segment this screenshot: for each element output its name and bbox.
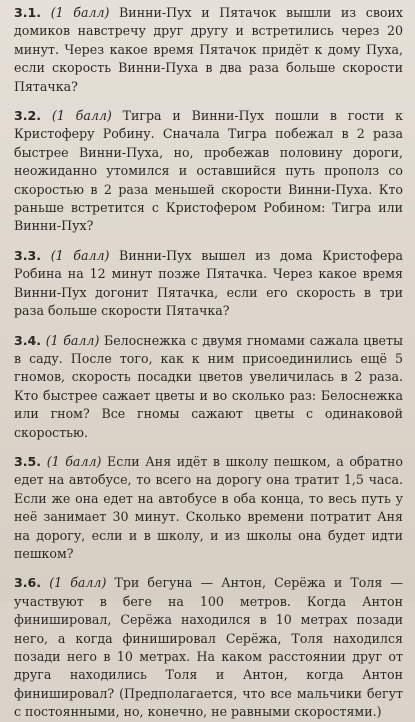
problem-3-2 bbox=[14, 107, 403, 236]
problem-text: Если Аня идёт в школу пешком, а обратно едет на автобусе, то всего на дорогу она тратит 1,5 часа. Если же она едет на автобусе в оба конца, то весь путь у неё занимает 30 минут. Сколько времени потратит Аня на дорогу, если и в школу, и из школы она будет идти пешком? bbox=[14, 453, 403, 561]
problem-points: (1 балл) bbox=[45, 332, 100, 348]
problem-3-4 bbox=[14, 332, 403, 442]
problem-points: (1 балл) bbox=[50, 5, 110, 20]
problem-points: (1 балл) bbox=[46, 453, 102, 469]
problem-3-1 bbox=[14, 4, 403, 96]
problem-text: Три бегуна — Антон, Серёжа и Толя — участвуют в беге на 100 метров. Когда Антон финишировал, Серёжа находился в 10 метрах позади него, а когда финишировал Серёжа, Толя находился позади него в 10 метрах. На каком расстоянии друг от друга находились Толя и Антон, когда Антон финишировал? (Предполагается, что все мальчики бегут с постоянными, но, конечно, не равными скоростями.) bbox=[14, 575, 403, 720]
problem-number: 3.1. bbox=[14, 5, 42, 20]
problem-text: Винни-Пух и Пятачок вышли из своих домиков навстречу друг другу и встретились через 20 минут. Через какое время Пятачок придёт к дому Пуха, если скорость Винни-Пуха в два раза больше скорости Пятачка? bbox=[14, 5, 403, 94]
problem-number: 3.2. bbox=[14, 108, 42, 124]
problem-number: 3.5. bbox=[14, 453, 42, 469]
problem-3-3 bbox=[14, 247, 403, 321]
problem-number: 3.6. bbox=[14, 575, 42, 591]
problem-points: (1 балл) bbox=[49, 575, 107, 591]
problem-text: Винни-Пух вышел из дома Кристофера Робина на 12 минут позже Пятачка. Через какое время Винни-Пух догонит Пятачка, если его скорость в три раза больше скорости Пятачка? bbox=[14, 247, 403, 319]
problem-number: 3.4. bbox=[14, 332, 42, 348]
problem-3-5 bbox=[14, 453, 403, 563]
problem-points: (1 балл) bbox=[51, 108, 112, 124]
problem-text: Белоснежка с двумя гномами сажала цветы в саду. После того, как к ним присоединились ещё 5 гномов, скорость посадки цветов увеличилась в 2 раза. Кто быстрее сажает цветы и во сколько раз: Белоснежка или гном? Все гномы сажают цветы с одинаковой скоростью. bbox=[14, 332, 403, 440]
problem-3-6 bbox=[14, 574, 403, 721]
problem-number: 3.3. bbox=[14, 247, 42, 263]
problem-points: (1 балл) bbox=[50, 247, 110, 263]
problem-text: Тигра и Винни-Пух пошли в гости к Кристоферу Робину. Сначала Тигра побежал в 2 раза быстрее Винни-Пуха, но, пробежав половину дороги, неожиданно утомился и оставшийся путь прополз со скоростью в 2 раза меньшей скорости Винни-Пуха. Кто раньше встретится с Кристофером Робином: Тигра или Винни-Пух? bbox=[14, 108, 403, 234]
